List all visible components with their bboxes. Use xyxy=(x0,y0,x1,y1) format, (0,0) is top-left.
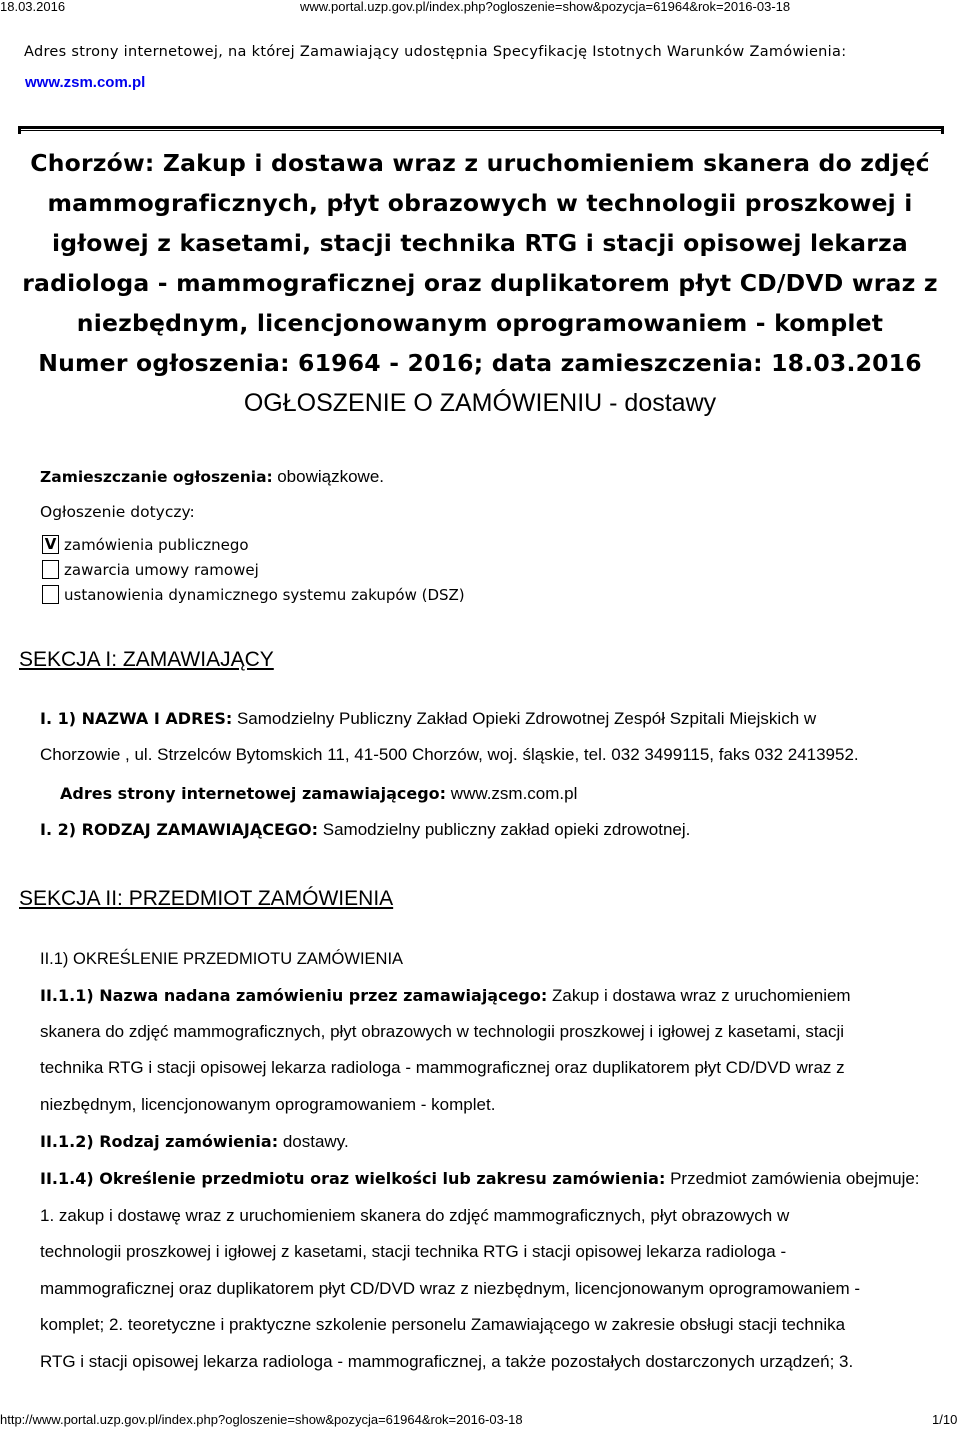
notice-title xyxy=(20,143,940,423)
placement-label: Zamieszczanie ogłoszenia: xyxy=(40,468,273,486)
subheading-text: II.1) OKREŚLENIE PRZEDMIOTU ZAMÓWIENIA xyxy=(40,950,404,968)
option-label: zamówienia publicznego xyxy=(64,536,249,554)
placement-value: obowiązkowe. xyxy=(277,467,384,486)
placement-row xyxy=(40,467,384,487)
scope-line: komplet; 2. teoretyczne i praktyczne szkolenie personelu Zamawiającego w zakresie obsługi stacji technika xyxy=(40,1315,846,1334)
scope-line1 xyxy=(40,1161,920,1197)
scope-line: mammograficznej oraz duplikatorem płyt CD/DVD wraz z niezbędnym, licencjonowanym oprogramowaniem - xyxy=(40,1279,861,1298)
order-name-line1 xyxy=(40,978,851,1014)
type-value: Samodzielny publiczny zakład opieki zdrowotnej. xyxy=(322,820,691,839)
section-heading: SEKCJA I: ZAMAWIAJĄCY xyxy=(19,648,274,671)
subject-subheading xyxy=(40,941,403,977)
order-name-line: technika RTG i stacji opisowej lekarza radiologa - mammograficznej oraz duplikatorem płyt CD/DVD wraz z xyxy=(40,1058,845,1077)
option-label: ustanowienia dynamicznego systemu zakupów (DSZ) xyxy=(64,586,465,604)
order-name-label: II.1.1) Nazwa nadana zamówieniu przez zamawiającego: xyxy=(40,986,548,1005)
print-date: 18.03.2016 xyxy=(0,0,66,14)
scope-line: 1. zakup i dostawę wraz z uruchomieniem skanera do zdjęć mammograficznych, płyt obrazowych w xyxy=(40,1206,790,1225)
scope-line: technologii proszkowej i igłowej z kasetami, stacji technika RTG i stacji opisowej lekarza radiologa - xyxy=(40,1242,787,1261)
type-row xyxy=(40,812,690,848)
name-address-label: I. 1) NAZWA I ADRES: xyxy=(40,709,233,728)
siwz-address-label: Adres strony internetowej, na której Zamawiający udostępnia Specyfikację Istotnych Warunków Zamówienia: xyxy=(24,44,847,60)
name-address-line2: Chorzowie , ul. Strzelców Bytomskich 11, 41-500 Chorzów, woj. śląskie, tel. 032 3499115, faks 032 2413952. xyxy=(40,745,859,764)
concerns-label: Ogłoszenie dotyczy: xyxy=(40,503,195,521)
checkbox-public-order: V xyxy=(42,535,59,554)
notice-type: OGŁOSZENIE O ZAMÓWIENIU - dostawy xyxy=(243,389,717,417)
title-line: niezbędnym, licencjonowanym oprogramowaniem - komplet xyxy=(76,309,884,337)
order-kind-row xyxy=(40,1124,349,1160)
print-url: www.portal.uzp.gov.pl/index.php?ogloszenie=show&pozycja=61964&rok=2016-03-18 xyxy=(300,0,791,14)
checkbox-framework xyxy=(42,560,59,579)
section-heading: SEKCJA II: PRZEDMIOT ZAMÓWIENIA xyxy=(19,887,394,910)
option-label: zawarcia umowy ramowej xyxy=(64,561,259,579)
www-row xyxy=(60,776,577,812)
title-line: igłowej z kasetami, stacji technika RTG i stacji opisowej lekarza xyxy=(52,229,908,257)
order-kind-label: II.1.2) Rodzaj zamówienia: xyxy=(40,1132,279,1151)
rule-cap-right xyxy=(941,126,944,134)
order-kind-value: dostawy. xyxy=(282,1132,349,1151)
siwz-link[interactable]: www.zsm.com.pl xyxy=(25,74,146,91)
title-line: mammograficznych, płyt obrazowych w technologii proszkowej i xyxy=(47,189,913,217)
order-name-value: Zakup i dostawa wraz z uruchomieniem xyxy=(552,986,851,1005)
order-name-line: niezbędnym, licencjonowanym oprogramowaniem - komplet. xyxy=(40,1095,496,1114)
order-name-line: skanera do zdjęć mammograficznych, płyt obrazowych w technologii proszkowej i igłowej z kasetami, stacji xyxy=(40,1022,845,1041)
scope-value: Przedmiot zamówienia obejmuje: xyxy=(670,1169,920,1188)
title-line: radiologa - mammograficznej oraz duplikatorem płyt CD/DVD wraz z xyxy=(22,269,938,297)
footer-url: http://www.portal.uzp.gov.pl/index.php?ogloszenie=show&pozycja=61964&rok=2016-03-18 xyxy=(0,1412,523,1427)
scope-line: RTG i stacji opisowej lekarza radiologa - mammograficznej, a także pozostałych dostarczonych urządzeń; 3. xyxy=(40,1352,854,1371)
rule-cap-left xyxy=(18,126,21,134)
notice-number: Numer ogłoszenia: 61964 - 2016; data zamieszczenia: 18.03.2016 xyxy=(38,349,922,377)
type-label: I. 2) RODZAJ ZAMAWIAJĄCEGO: xyxy=(40,820,319,839)
name-address-value: Samodzielny Publiczny Zakład Opieki Zdrowotnej Zespół Szpitali Miejskich w xyxy=(236,709,817,728)
scope-label: II.1.4) Określenie przedmiotu oraz wielkości lub zakresu zamówienia: xyxy=(40,1169,666,1188)
page-number: 1/10 xyxy=(932,1412,958,1427)
www-label: Adres strony internetowej zamawiającego: xyxy=(60,784,447,803)
title-line: Chorzów: Zakup i dostawa wraz z uruchomieniem skanera do zdjęć xyxy=(30,149,930,177)
checkbox-dps xyxy=(42,585,59,604)
name-address-line1 xyxy=(40,701,816,737)
www-value: www.zsm.com.pl xyxy=(450,784,578,803)
horizontal-rule xyxy=(18,126,944,129)
